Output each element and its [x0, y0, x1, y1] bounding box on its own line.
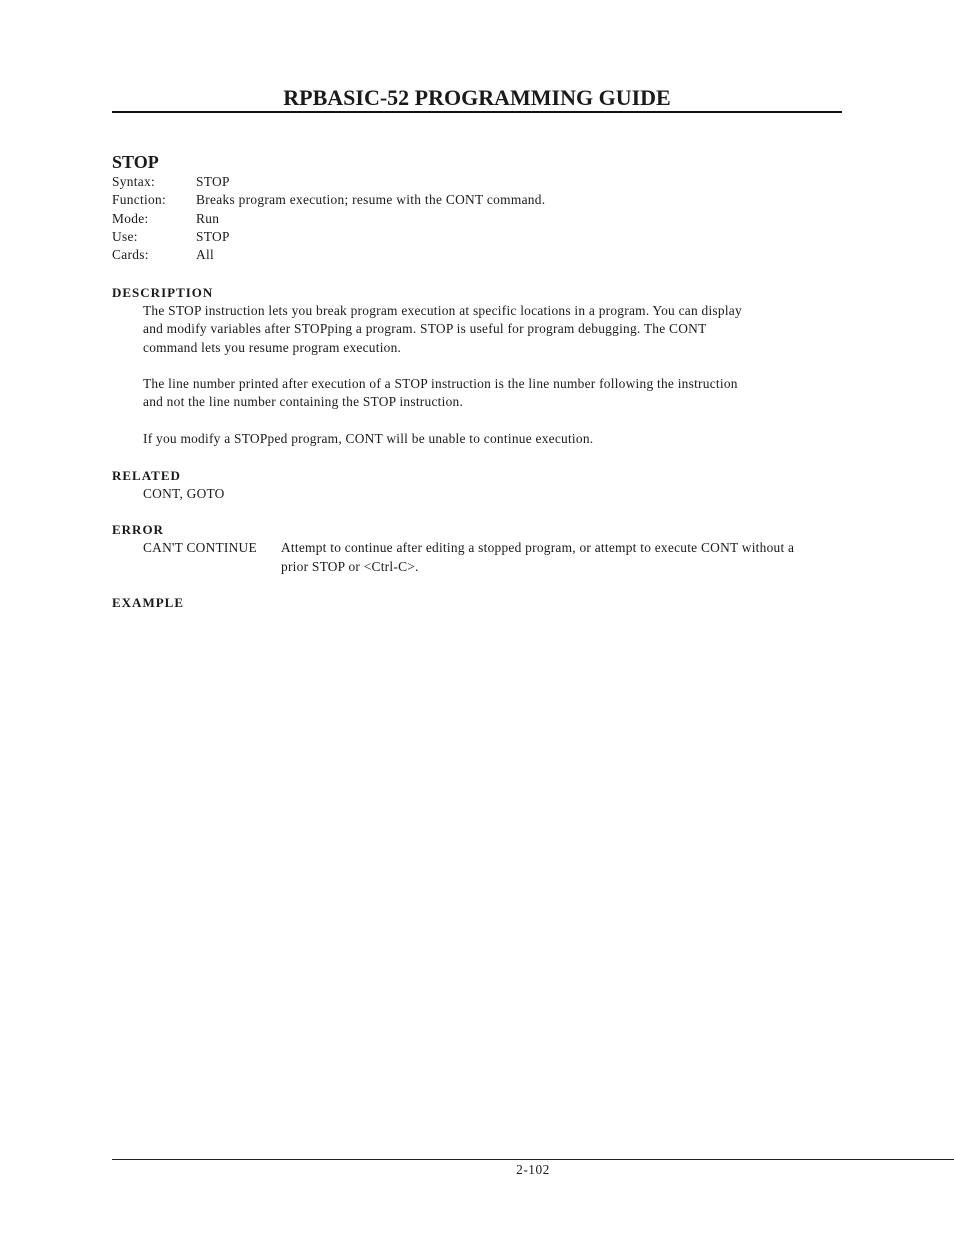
summary-value: Run	[196, 210, 220, 226]
description-paragraph	[143, 375, 843, 412]
summary-value: STOP	[196, 228, 230, 244]
summary-value: All	[196, 247, 215, 263]
error-description: Attempt to continue after editing a stopped program, or attempt to execute CONT without a prior STOP or <Ctrl-C>.	[281, 540, 795, 574]
paragraph-line: and modify variables after STOPping a program. STOP is useful for program debugging. The CONT	[143, 321, 707, 337]
paragraph-line: and not the line number containing the STOP instruction.	[143, 394, 464, 410]
example-heading: EXAMPLE	[112, 595, 184, 610]
paragraph-line: The line number printed after execution of a STOP instruction is the line number following the instruction	[143, 376, 738, 391]
header-rule	[112, 111, 842, 113]
error-code: CAN'T CONTINUE	[143, 540, 257, 555]
summary-label: Mode:	[112, 210, 149, 226]
summary-row-mode	[112, 210, 545, 228]
summary-row-cards	[112, 246, 545, 264]
page-header-title: RPBASIC-52 PROGRAMMING GUIDE	[283, 85, 671, 110]
summary-label: Syntax:	[112, 174, 156, 189]
related-text: CONT, GOTO	[143, 486, 225, 501]
summary-table	[112, 173, 545, 264]
summary-label: Use:	[112, 228, 138, 244]
description-paragraph	[143, 302, 843, 357]
footer-rule	[112, 1159, 954, 1160]
description-heading: DESCRIPTION	[112, 285, 214, 300]
description-paragraph	[143, 430, 843, 448]
paragraph-line: The STOP instruction lets you break program execution at specific locations in a program. You can display	[143, 303, 742, 318]
summary-label: Function:	[112, 192, 167, 208]
related-heading: RELATED	[112, 468, 181, 483]
paragraph-line: If you modify a STOPped program, CONT will be unable to continue execution.	[143, 431, 594, 446]
page-number: 2-102	[516, 1162, 550, 1177]
summary-value: STOP	[196, 174, 230, 189]
summary-label: Cards:	[112, 247, 149, 263]
summary-value: Breaks program execution; resume with the CONT command.	[196, 192, 546, 208]
error-entry	[143, 538, 821, 576]
error-heading: ERROR	[112, 522, 164, 537]
section-title: STOP	[112, 152, 159, 172]
paragraph-line: command lets you resume program execution.	[143, 339, 402, 355]
summary-row-function	[112, 191, 545, 209]
summary-row-use	[112, 228, 545, 246]
summary-row-syntax	[112, 173, 545, 191]
